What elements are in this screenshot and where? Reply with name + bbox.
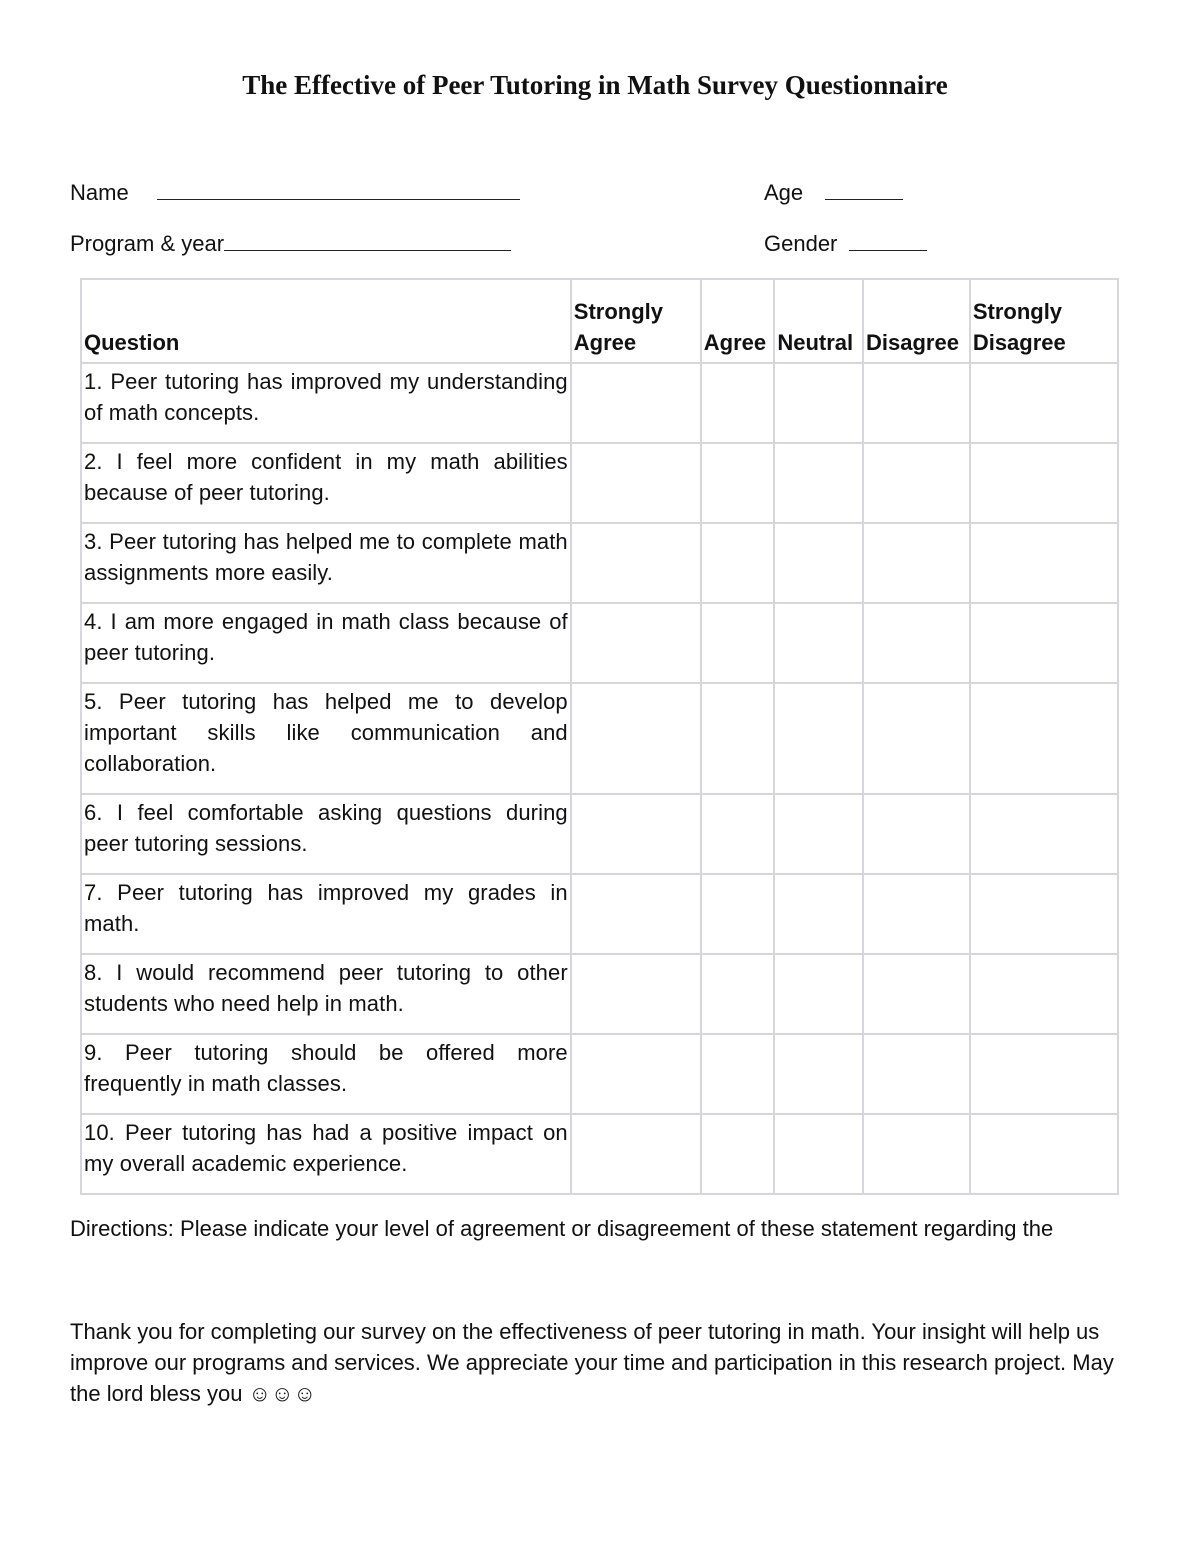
program-year-blank[interactable] bbox=[224, 228, 511, 251]
strongly-disagree-cell[interactable] bbox=[970, 523, 1118, 603]
neutral-cell[interactable] bbox=[774, 683, 863, 794]
strongly-disagree-cell[interactable] bbox=[970, 443, 1118, 523]
neutral-cell[interactable] bbox=[774, 794, 863, 874]
gender-blank[interactable] bbox=[849, 228, 927, 251]
disagree-cell[interactable] bbox=[863, 1114, 970, 1194]
strongly-agree-cell[interactable] bbox=[571, 523, 701, 603]
disagree-cell[interactable] bbox=[863, 443, 970, 523]
strongly-disagree-cell[interactable] bbox=[970, 874, 1118, 954]
question-text: 9. Peer tutoring should be offered more frequently in math classes. bbox=[81, 1034, 571, 1114]
question-text: 7. Peer tutoring has improved my grades in math. bbox=[81, 874, 571, 954]
name-label: Name bbox=[70, 180, 129, 205]
disagree-cell[interactable] bbox=[863, 363, 970, 443]
survey-table bbox=[80, 278, 1119, 1195]
strongly-agree-cell[interactable] bbox=[571, 874, 701, 954]
neutral-cell[interactable] bbox=[774, 1114, 863, 1194]
question-text: 3. Peer tutoring has helped me to complete math assignments more easily. bbox=[81, 523, 571, 603]
document-title: The Effective of Peer Tutoring in Math Survey Questionnaire bbox=[242, 70, 948, 100]
question-row bbox=[81, 523, 1118, 603]
name-blank[interactable] bbox=[157, 177, 520, 200]
agree-cell[interactable] bbox=[701, 363, 775, 443]
disagree-cell[interactable] bbox=[863, 1034, 970, 1114]
agree-cell[interactable] bbox=[701, 874, 775, 954]
neutral-cell[interactable] bbox=[774, 1034, 863, 1114]
disagree-cell[interactable] bbox=[863, 874, 970, 954]
program-year-field bbox=[70, 228, 511, 258]
neutral-cell[interactable] bbox=[774, 363, 863, 443]
disagree-cell[interactable] bbox=[863, 954, 970, 1034]
strongly-agree-cell[interactable] bbox=[571, 794, 701, 874]
agree-cell[interactable] bbox=[701, 1034, 775, 1114]
strongly-agree-cell[interactable] bbox=[571, 363, 701, 443]
neutral-cell[interactable] bbox=[774, 954, 863, 1034]
age-label: Age bbox=[764, 180, 804, 205]
header-question: Question bbox=[81, 279, 571, 363]
closing-message: Thank you for completing our survey on the effectiveness of peer tutoring in math. Your insight will help us improve our programs and services. We appreciate your time and participation in this research project. May the lord bless you ☺☺☺ bbox=[70, 1319, 1114, 1406]
strongly-disagree-cell[interactable] bbox=[970, 363, 1118, 443]
header-strongly-agree: Strongly Agree bbox=[571, 279, 701, 363]
header-strongly-disagree: Strongly Disagree bbox=[970, 279, 1118, 363]
disagree-cell[interactable] bbox=[863, 794, 970, 874]
age-blank[interactable] bbox=[825, 177, 903, 200]
question-row bbox=[81, 603, 1118, 683]
strongly-disagree-cell[interactable] bbox=[970, 603, 1118, 683]
strongly-agree-cell[interactable] bbox=[571, 683, 701, 794]
question-text: 1. Peer tutoring has improved my understanding of math concepts. bbox=[81, 363, 571, 443]
strongly-agree-cell[interactable] bbox=[571, 603, 701, 683]
strongly-disagree-cell[interactable] bbox=[970, 1114, 1118, 1194]
header-row bbox=[81, 279, 1118, 363]
disagree-cell[interactable] bbox=[863, 603, 970, 683]
strongly-agree-cell[interactable] bbox=[571, 443, 701, 523]
question-row bbox=[81, 874, 1118, 954]
header-disagree: Disagree bbox=[863, 279, 970, 363]
question-row bbox=[81, 683, 1118, 794]
header-neutral: Neutral bbox=[774, 279, 863, 363]
question-row bbox=[81, 954, 1118, 1034]
neutral-cell[interactable] bbox=[774, 874, 863, 954]
agree-cell[interactable] bbox=[701, 954, 775, 1034]
gender-label: Gender bbox=[764, 231, 838, 256]
directions-text: Directions: Please indicate your level of agreement or disagreement of these statement regarding the bbox=[70, 1216, 1054, 1241]
strongly-disagree-cell[interactable] bbox=[970, 794, 1118, 874]
disagree-cell[interactable] bbox=[863, 683, 970, 794]
agree-cell[interactable] bbox=[701, 603, 775, 683]
neutral-cell[interactable] bbox=[774, 523, 863, 603]
agree-cell[interactable] bbox=[701, 794, 775, 874]
agree-cell[interactable] bbox=[701, 443, 775, 523]
strongly-disagree-cell[interactable] bbox=[970, 683, 1118, 794]
gender-field bbox=[764, 228, 927, 258]
strongly-agree-cell[interactable] bbox=[571, 954, 701, 1034]
strongly-disagree-cell[interactable] bbox=[970, 1034, 1118, 1114]
question-text: 5. Peer tutoring has helped me to develop important skills like communication and collaboration. bbox=[81, 683, 571, 794]
question-row bbox=[81, 1114, 1118, 1194]
question-text: 10. Peer tutoring has had a positive impact on my overall academic experience. bbox=[81, 1114, 571, 1194]
question-row bbox=[81, 794, 1118, 874]
agree-cell[interactable] bbox=[701, 683, 775, 794]
agree-cell[interactable] bbox=[701, 523, 775, 603]
question-text: 2. I feel more confident in my math abilities because of peer tutoring. bbox=[81, 443, 571, 523]
question-text: 4. I am more engaged in math class because of peer tutoring. bbox=[81, 603, 571, 683]
disagree-cell[interactable] bbox=[863, 523, 970, 603]
neutral-cell[interactable] bbox=[774, 443, 863, 523]
strongly-agree-cell[interactable] bbox=[571, 1034, 701, 1114]
question-text: 8. I would recommend peer tutoring to other students who need help in math. bbox=[81, 954, 571, 1034]
question-row bbox=[81, 363, 1118, 443]
question-row bbox=[81, 1034, 1118, 1114]
header-agree: Agree bbox=[701, 279, 775, 363]
strongly-disagree-cell[interactable] bbox=[970, 954, 1118, 1034]
neutral-cell[interactable] bbox=[774, 603, 863, 683]
program-year-label: Program & year bbox=[70, 231, 225, 256]
question-row bbox=[81, 443, 1118, 523]
agree-cell[interactable] bbox=[701, 1114, 775, 1194]
name-field bbox=[70, 177, 520, 207]
age-field bbox=[764, 177, 903, 207]
strongly-agree-cell[interactable] bbox=[571, 1114, 701, 1194]
question-text: 6. I feel comfortable asking questions during peer tutoring sessions. bbox=[81, 794, 571, 874]
